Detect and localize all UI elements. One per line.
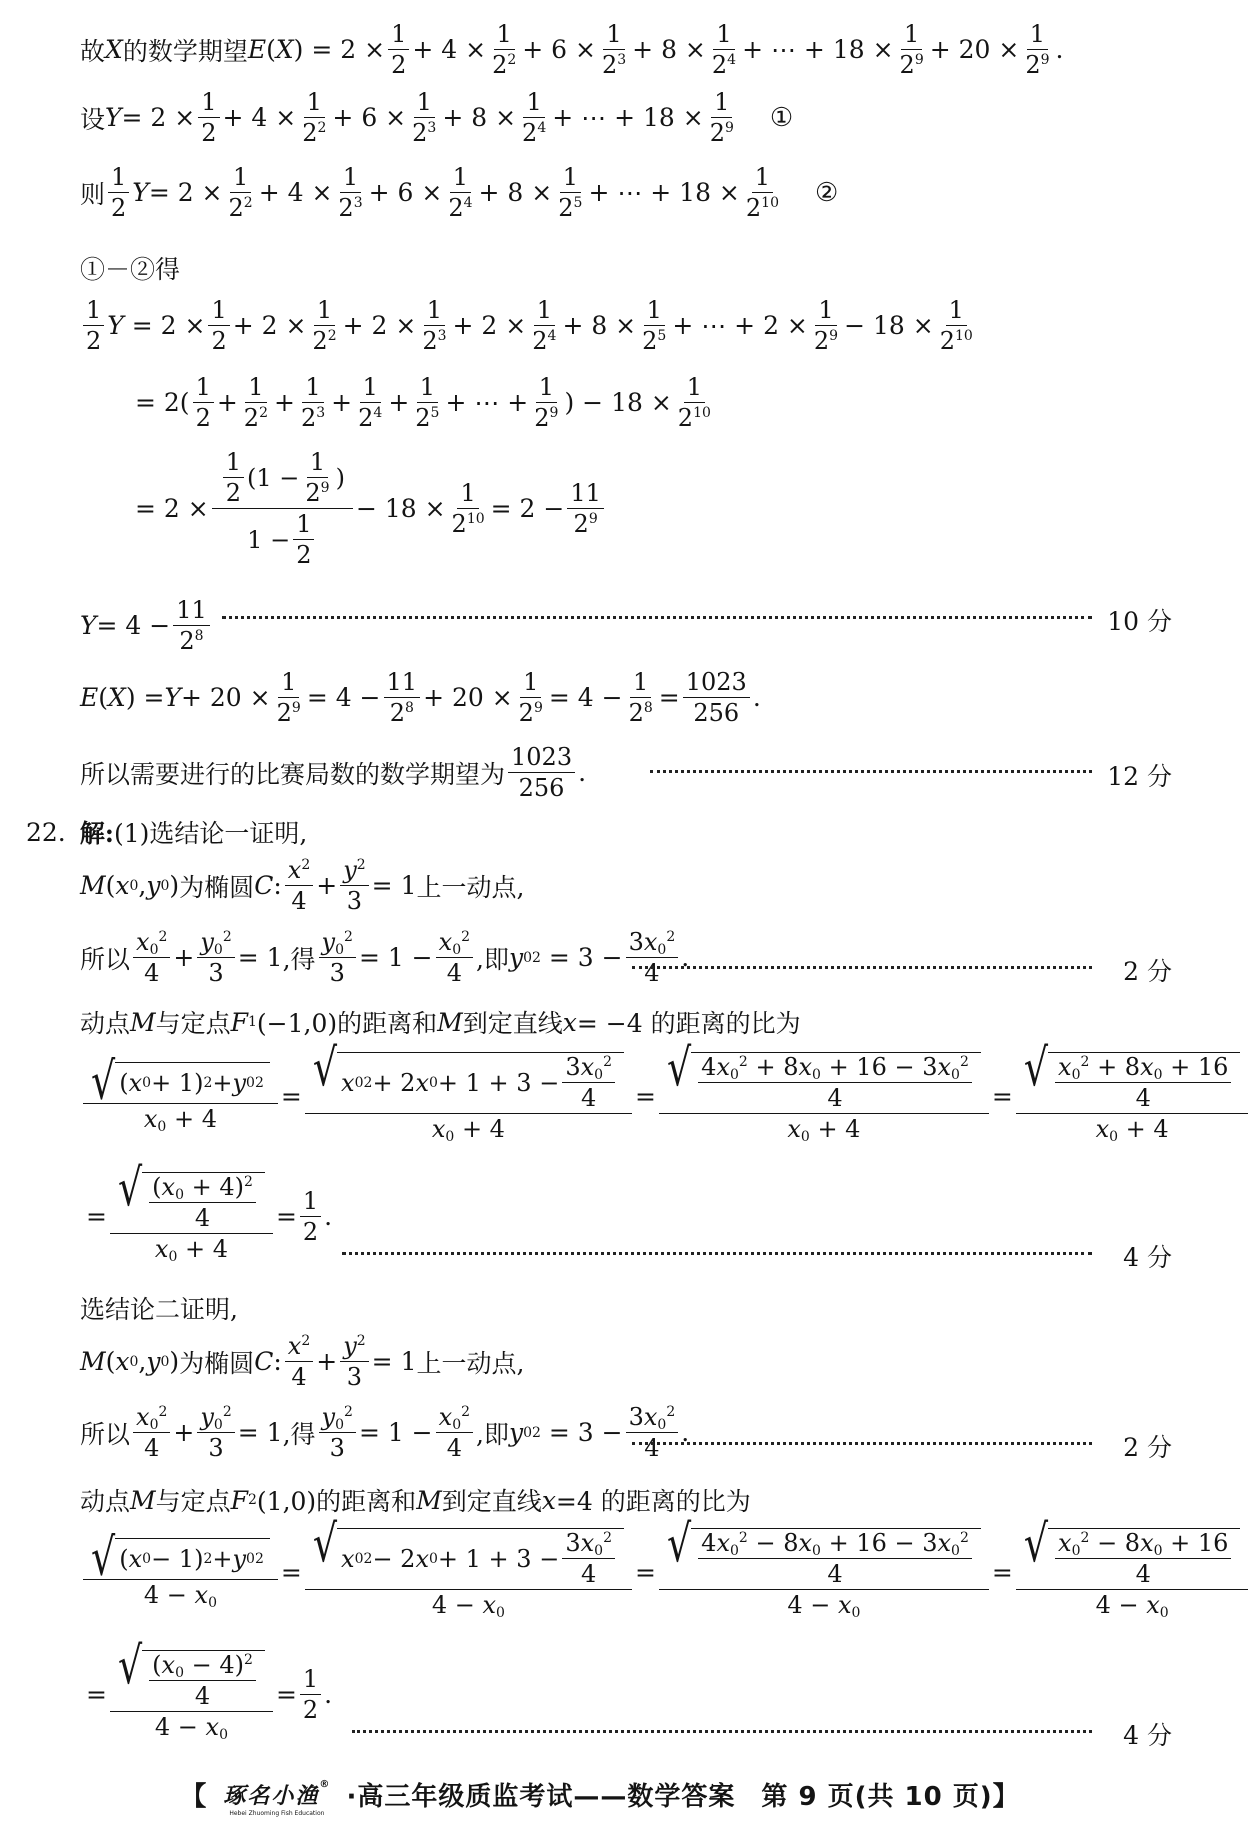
text: 到定直线 xyxy=(441,1487,542,1516)
page-footer xyxy=(0,1776,1200,1817)
registered-mark: ® xyxy=(319,1778,331,1790)
score-label: 4 分 xyxy=(1123,1721,1172,1750)
text: 上一动点, xyxy=(416,872,525,902)
text: ①－②得 xyxy=(80,255,181,284)
text: 则 xyxy=(80,179,106,209)
exam-title: ·高三年级质监考试——数学答案 xyxy=(346,1782,736,1812)
circle-two: ② xyxy=(815,177,839,208)
text: 到定直线 xyxy=(462,1009,563,1038)
text: (−1,0)的距离和 xyxy=(256,1009,438,1038)
diff-line-1: $\frac{1}{2}$ Y = 2 × $\frac{1}{2}$ + 2 × $\frac{1}{2^2}$ + 2 × $\frac{1}{2^3}$ + 2 × $\frac{1}{2^4}$ + 8 × $\frac{1}{2^5}$ + ⋯ + 2 × $\frac{1}{2^9}$ − 18 × $\frac{1}{2^{10}}$ xyxy=(80,298,979,353)
text: 所以 xyxy=(80,944,131,974)
subtract-line xyxy=(80,250,180,286)
so-line-2: 所以 $\frac{x_0^2}{4}$ + $\frac{y_0^2}{3}$ = 1 ,得 $\frac{y_0^2}{3}$ = 1 − $\frac{x_0^2}{4}$ ,即 y 0 2 = 3 − $\frac{3x_0^2}{4}$ . xyxy=(80,1403,690,1462)
text: 的数学期望 xyxy=(122,36,248,66)
ratio-result-2: = √ $\frac{(x_0 - 4)^2}{4}$ $4 - x_0$ = $\frac{1}{2}$ . xyxy=(86,1635,333,1743)
ratio-line-1: √ ( x 0 + 1) 2 + y 0 2 $x_0 + 4$ = √ x 0 2 + 2 x 0 + 1 + 3 − $\frac{3x_0^2}{4}$ $x_0 + 4$ = √ $\frac{4x_0^2 + 8x_0 + 16 - 3x_0^2}{4}$ $x_0 + 4$ = √ $\frac{x_0^2 + 8x_0 + 16}{4}$ $x_0 + 4$ xyxy=(80,1052,1251,1141)
ratio-line-2: √ ( x 0 − 1) 2 + y 0 2 $4 - x_0$ = √ x 0 2 − 2 x 0 + 1 + 3 − $\frac{3x_0^2}{4}$ $4 - x_0$ = √ $\frac{4x_0^2 - 8x_0 + 16 - 3x_0^2}{4}$ $4 - x_0$ = √ $\frac{x_0^2 - 8x_0 + 16}{4}$ $4 - x_0$ xyxy=(80,1528,1251,1617)
dotted-leader xyxy=(222,616,1092,619)
text: ,得 xyxy=(282,1419,316,1449)
diff-line-2: = 2( $\frac{1}{2}$ + $\frac{1}{2^2}$ + $\frac{1}{2^3}$ + $\frac{1}{2^4}$ + $\frac{1}{2^5}$ + ⋯ + $\frac{1}{2^9}$ ) − 18 × $\frac{1}{2^{10}}$ xyxy=(135,373,711,432)
set-y-line: 设 Y = 2 × $\frac{1}{2}$ + 4 × $\frac{1}{2^2}$ + 6 × $\frac{1}{2^3}$ + 8 × $\frac{1}{2^4}$ + ⋯ + 18 × $\frac{1}{2^9}$ ① xyxy=(80,88,794,147)
text: ,得 xyxy=(282,944,316,974)
dotted-leader xyxy=(632,1442,1092,1445)
text: 与定点 xyxy=(155,1009,231,1038)
score-label: 2 分 xyxy=(1123,1433,1172,1462)
dotted-leader xyxy=(342,1252,1092,1255)
text: (1,0)的距离和 xyxy=(256,1487,417,1516)
text: 与定点 xyxy=(155,1487,231,1516)
so-line-1: 所以 $\frac{x_0^2}{4}$ + $\frac{y_0^2}{3}$ = 1 ,得 $\frac{y_0^2}{3}$ = 1 − $\frac{x_0^2}{4}$ ,即 y 0 2 = 3 − $\frac{3x_0^2}{4}$ . xyxy=(80,928,690,987)
dotted-leader xyxy=(632,966,1092,969)
score-label: 4 分 xyxy=(1123,1243,1172,1272)
half-y-line: 则 $\frac{1}{2}$ Y = 2 × $\frac{1}{2^2}$ + 4 × $\frac{1}{2^3}$ + 6 × $\frac{1}{2^4}$ + 8 × $\frac{1}{2^5}$ + ⋯ + 18 × $\frac{1}{2^{10}}$ ② xyxy=(80,163,839,222)
expectation-result-line: E ( X ) = Y + 20 × $\frac{1}{2^9}$ = 4 − $\frac{11}{2^8}$ + 20 × $\frac{1}{2^9}$ = 4 − $\frac{1}{2^8}$ = $\frac{1023}{256}$ . xyxy=(80,668,761,727)
circle-one: ① xyxy=(769,102,794,133)
text: 为椭圆 xyxy=(179,872,255,902)
text: 动点 xyxy=(80,1009,131,1038)
logo-text: 琢名小渔 xyxy=(223,1782,320,1809)
text: 为椭圆 xyxy=(179,1348,255,1378)
dotted-leader xyxy=(650,770,1092,773)
ellipse-line-1: M ( x 0 , y 0 ) 为椭圆 C : $\frac{x^2}{4}$ + $\frac{y^2}{3}$ = 1 上一动点, xyxy=(80,856,525,915)
score-label: 2 分 xyxy=(1123,957,1172,986)
text: (1)选结论一证明, xyxy=(114,819,308,848)
dotted-leader xyxy=(352,1730,1092,1733)
part2-header xyxy=(80,1290,238,1326)
y-result-line: Y = 4 − $\frac{11}{2^8}$ xyxy=(80,598,213,653)
expectation-line: 故 X 的数学期望 E ( X ) = 2 × $\frac{1}{2}$ + 4 × $\frac{1}{2^2}$ + 6 × $\frac{1}{2^3}$ + 8 × $\frac{1}{2^4}$ + ⋯ + 18 × $\frac{1}{2^9}$ + 20 × $\frac{1}{2^9}$ . xyxy=(80,20,1064,79)
text: = −4 的距离的比为 xyxy=(576,1009,801,1038)
text: ,即 xyxy=(476,944,509,974)
text: 设 xyxy=(80,104,106,134)
diff-line-3: = 2 × $\frac{1}{2}$ (1 − $\frac{1}{2^9}$ ) 1 − $\frac{1}{2}$ − 18 × $\frac{1}{2^{10}}$ = 2 − $\frac{11}{2^9}$ xyxy=(135,450,607,567)
text: 动点 xyxy=(80,1487,131,1516)
text: 上一动点, xyxy=(416,1348,525,1378)
text: 故 xyxy=(80,36,106,66)
distance-line-2: 动点 M 与定点 F 2 (1,0)的距离和 M 到定直线 x =4 的距离的比为 xyxy=(80,1482,751,1518)
score-label: 10 分 xyxy=(1107,607,1172,636)
conclusion-line: 所以需要进行的比赛局数的数学期望为 $\frac{1023}{256}$ . xyxy=(80,743,587,802)
text: 所以 xyxy=(80,1419,131,1449)
text: 所以需要进行的比赛局数的数学期望为 xyxy=(80,759,506,789)
ellipse-line-2: M ( x 0 , y 0 ) 为椭圆 C : $\frac{x^2}{4}$ + $\frac{y^2}{3}$ = 1 上一动点, xyxy=(80,1332,525,1391)
text: ,即 xyxy=(476,1419,509,1449)
score-label: 12 分 xyxy=(1107,762,1172,791)
brand-logo xyxy=(223,1779,330,1817)
ratio-result-1: = √ $\frac{(x_0 + 4)^2}{4}$ $x_0 + 4$ = $\frac{1}{2}$ . xyxy=(86,1157,333,1265)
distance-line-1: 动点 M 与定点 F 1 (−1,0)的距离和 M 到定直线 x = −4 的距离的比为 xyxy=(80,1004,801,1040)
logo-subtitle: Hebei Zhuoming Fish Education xyxy=(229,1809,325,1817)
text: 选结论二证明, xyxy=(80,1295,238,1324)
question-number: 22. xyxy=(26,817,66,847)
bracket-right: 】 xyxy=(992,1782,1020,1812)
bracket-left: 【 xyxy=(180,1782,208,1812)
q22-header xyxy=(26,814,307,850)
solve-label: 解: xyxy=(79,819,114,848)
page-number: 第 9 页(共 10 页) xyxy=(761,1782,993,1812)
text: =4 的距离的比为 xyxy=(555,1487,751,1516)
